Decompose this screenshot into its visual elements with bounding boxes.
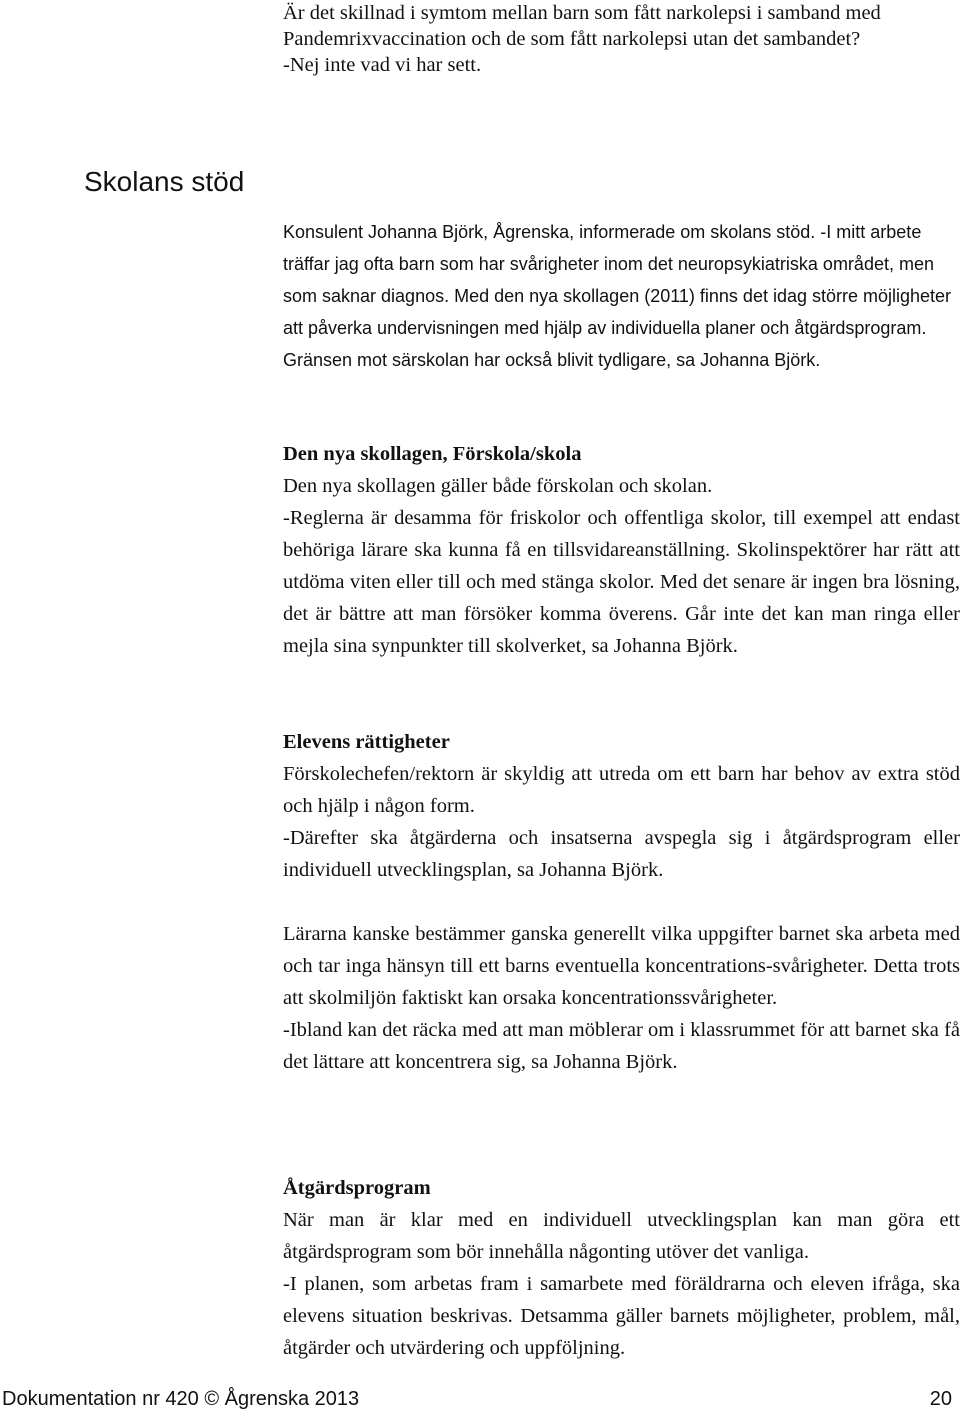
- section-paragraph: Konsulent Johanna Björk, Ågrenska, informerade om skolans stöd. -I mitt arbete träffar jag ofta barn som har svårigheter inom det neuropsykiatriska området, men som saknar diagnos. Med den nya skollagen (2011) finns det idag större möjligheter att påverka undervisningen med hjälp av individuella planer och åtgärdsprogram. Gränsen mot särskolan har också blivit tydligare, sa Johanna Björk.: [283, 222, 952, 370]
- skollagen-line1: Den nya skollagen gäller både förskolan och skolan.: [283, 475, 713, 497]
- intro-answer: -Nej inte vad vi har sett.: [283, 54, 482, 76]
- atgardsprogram-heading: Åtgärdsprogram: [283, 1177, 431, 1199]
- lararna-paragraph-2: -Ibland kan det räcka med att man möblerar om i klassrummet för att barnet ska få det lättare att koncentrera sig, sa Johanna Björk.: [283, 1019, 960, 1073]
- footer-publication: Dokumentation nr 420 © Ågrenska 2013: [2, 1388, 360, 1410]
- section-intro-block: [283, 216, 960, 376]
- atgardsprogram-paragraph-2: -I planen, som arbetas fram i samarbete med föräldrarna och eleven ifråga, ska elevens situation beskrivas. Detsamma gäller barnets möjligheter, problem, mål, åtgärder och utvärdering och uppföljning.: [283, 1273, 960, 1359]
- skollagen-block: [283, 438, 960, 662]
- atgardsprogram-block: [283, 1172, 960, 1364]
- intro-block: [283, 0, 960, 78]
- rattigheter-paragraph-2: -Därefter ska åtgärderna och insatserna avspegla sig i åtgärdsprogram eller individuell utvecklingsplan, sa Johanna Björk.: [283, 827, 960, 881]
- rattigheter-paragraph-1: Förskolechefen/rektorn är skyldig att utreda om ett barn har behov av extra stöd och hjälp i någon form.: [283, 763, 960, 817]
- rattigheter-heading: Elevens rättigheter: [283, 731, 450, 753]
- skollagen-heading: Den nya skollagen, Förskola/skola: [283, 443, 582, 465]
- rattigheter-block: [283, 726, 960, 886]
- skollagen-paragraph: -Reglerna är desamma för friskolor och offentliga skolor, till exempel att endast behöriga lärare ska kunna få en tillsvidareanställning. Skolinspektörer har rätt att utdöma viten eller till och med stänga skolor. Med det senare är ingen bra lösning, det är bättre att man försöker komma överens. Går inte det kan man ringa eller mejla sina synpunkter till skolverket, sa Johanna Björk.: [283, 507, 960, 657]
- section-title: Skolans stöd: [84, 166, 245, 197]
- intro-question: Är det skillnad i symtom mellan barn som fått narkolepsi i samband med Pandemrixvaccination och de som fått narkolepsi utan det sambandet?: [283, 2, 881, 50]
- lararna-block: [283, 918, 960, 1078]
- page-footer: [0, 1383, 952, 1415]
- atgardsprogram-paragraph-1: När man är klar med en individuell utvecklingsplan kan man göra ett åtgärdsprogram som bör innehålla någonting utöver det vanliga.: [283, 1209, 960, 1263]
- page-number: 20: [929, 1388, 952, 1410]
- lararna-paragraph-1: Lärarna kanske bestämmer ganska generellt vilka uppgifter barnet ska arbeta med och tar inga hänsyn till ett barns eventuella koncentrations-svårigheter. Detta trots att skolmiljön faktiskt kan orsaka koncentrationssvårigheter.: [283, 923, 960, 1009]
